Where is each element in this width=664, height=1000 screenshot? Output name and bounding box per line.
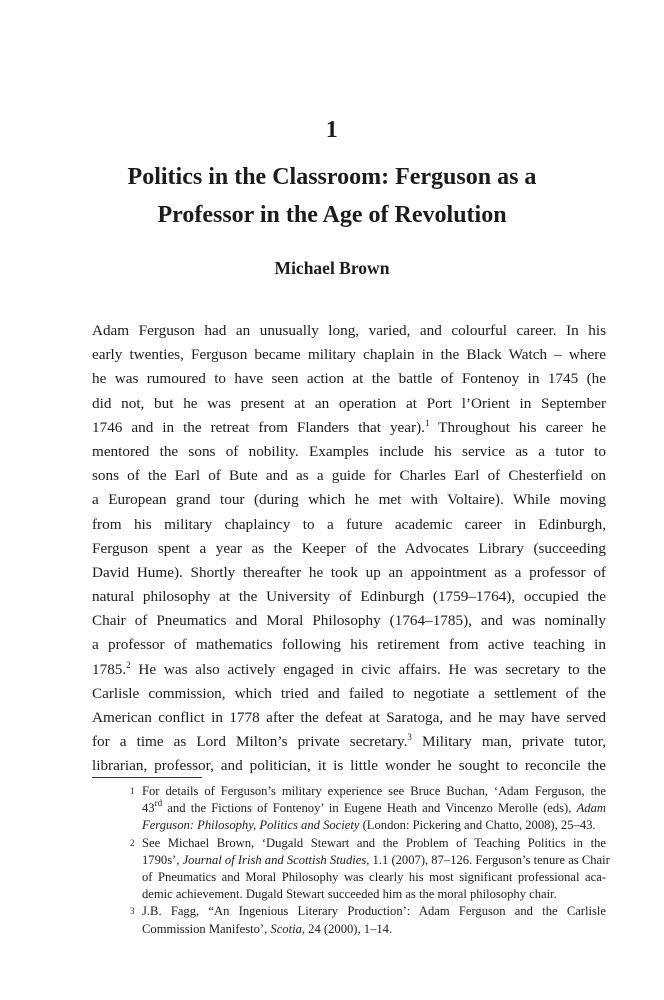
text-line: Chair of Pneumatics and Moral Philosophy (1764–1785), and was nominally [92,612,606,630]
text-line: a European grand tour (during which he met with Voltaire). While moving [92,491,606,509]
text-segment: Throughout his career he [429,418,606,436]
text-line: mentored the sons of nobility. Examples include his service as a tutor to [92,442,606,460]
text-line [92,730,606,754]
superscript: rd [154,798,163,809]
text-line: early twenties, Ferguson became military chaplain in the Black Watch – where [92,346,606,364]
footnote-line: J.B. Fagg, “An Ingenious Literary Production’: Adam Ferguson and the Carlisle [142,904,606,919]
text-segment: Commission Manifesto’, [142,921,271,936]
text-segment: 1790s’, [142,852,183,867]
text-segment: for a time as Lord Milton’s private secretary. [92,733,408,751]
footnote [92,903,606,937]
footnote-number: 1 [130,786,135,796]
footnote-line [142,800,606,817]
text-line: did not, but he was present at an operation at Port l’Orient in September [92,394,606,412]
text-segment: Military man, private tutor, [411,733,606,751]
text-segment: 1785. [92,660,127,678]
text-segment: He was also actively engaged in civic affairs. He was secretary to the [130,660,606,678]
italic-title: Adam [576,801,606,816]
text-line: American conflict in 1778 after the defeat at Saratoga, and he may have served [92,709,606,726]
footnote-line: See Michael Brown, ‘Dugald Stewart and the Problem of Teaching Politics in the [142,835,606,850]
text-line: Ferguson spent a year as the Keeper of the Advocates Library (succeeding [92,539,606,557]
footnote-line [142,921,606,938]
footnote-line: demic achievement. Dugald Stewart succeeded him as the moral philosophy chair. [142,887,557,902]
body-paragraph [92,319,606,779]
footnote-divider [92,777,202,778]
text-line: from his military chaplaincy to a future academic career in Edinburgh, [92,515,606,533]
footnote-number: 2 [130,837,135,848]
text-line: David Hume). Shortly thereafter he took up an appointment as a professor of [92,563,606,581]
chapter-title [0,158,664,234]
footnote-ref[interactable]: 3 [407,732,412,743]
footnote-line: of Pneumatics and Moral Philosophy was clearly his most significant professional aca- [142,869,606,884]
chapter-author: Michael Brown [274,258,390,278]
footnote [92,835,610,904]
footnote [92,783,606,835]
text-segment: , 24 (2000), 1–14. [301,921,393,936]
text-line: Adam Ferguson had an unusually long, varied, and colourful career. In his [92,322,606,339]
chapter-title-line: Politics in the Classroom: Ferguson as a [127,164,537,190]
text-line: natural philosophy at the University of Edinburgh (1759–1764), occupied the [92,588,606,606]
footnote-ref[interactable]: 1 [424,417,430,428]
footnote-line [142,852,610,869]
text-line: librarian, professor, and politician, it is little wonder he sought to reconcile the [92,757,606,775]
text-segment: 1746 and in the retreat from Flanders that year). [92,418,425,436]
text-line: Carlisle commission, which tried and failed to negotiate a settlement of the [92,684,606,702]
footnotes [92,783,610,938]
footnote-number: 3 [130,906,135,917]
text-segment: (London: Pickering and Chatto, 2008), 25–43. [359,818,596,833]
chapter-title-line: Professor in the Age of Revolution [157,202,507,228]
italic-title: Scotia [270,921,302,936]
text-line [92,416,606,440]
footnote-line: For details of Ferguson’s military experience see Bruce Buchan, ‘Adam Ferguson, the [142,784,606,798]
text-segment: 43 [142,801,155,816]
footnote-line [142,817,606,834]
text-line: he was rumoured to have seen action at the battle of Fontenoy in 1745 (he [92,370,606,388]
footnote-ref[interactable]: 2 [126,659,131,670]
text-line: a professor of mathematics following his retirement from active teaching in [92,636,606,654]
text-line [92,658,606,682]
chapter-number: 1 [325,117,339,143]
italic-title: Ferguson: Philosophy, Politics and Society [142,818,360,833]
italic-title: Journal of Irish and Scottish Studies [182,852,367,867]
text-segment: , 1.1 (2007), 87–126. Ferguson’s tenure as Chair [366,852,610,867]
text-line: sons of the Earl of Bute and as a guide for Charles Earl of Chesterfield on [92,467,606,485]
text-segment: and the Fictions of Fontenoy’ in Eugene Heath and Vincenzo Merolle (eds), [162,801,577,816]
